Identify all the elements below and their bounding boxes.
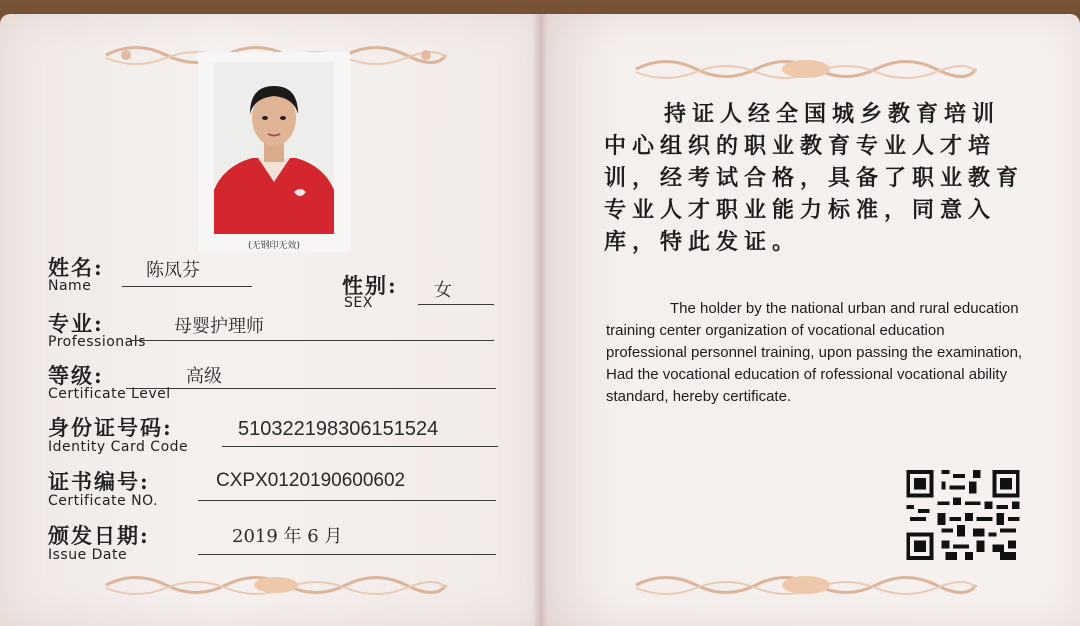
- issue-date-value: 2019 年 6 月: [232, 526, 343, 547]
- name-label-en: Name: [48, 278, 92, 294]
- id-code-label: 身份证号码:: [48, 415, 173, 440]
- level-label: 等级:: [48, 363, 104, 388]
- id-code-value: 510322198306151524: [238, 418, 439, 440]
- portrait-icon: [214, 62, 334, 234]
- level-value: 高级: [186, 366, 222, 387]
- sex-value: 女: [434, 280, 452, 301]
- qr-code-icon: [906, 470, 1020, 560]
- issue-date-label-en: Issue Date: [48, 547, 128, 563]
- professional-value: 母婴护理师: [174, 316, 264, 337]
- booklet-spine: [532, 14, 548, 626]
- level-underline: [126, 388, 496, 389]
- left-page: [0, 14, 540, 626]
- name-label: 姓名:: [48, 255, 104, 280]
- sex-label: 性别:: [342, 273, 398, 298]
- professional-label: 专业:: [48, 311, 104, 336]
- bottom-right-ornament-icon: [626, 570, 986, 600]
- top-right-ornament-icon: [626, 54, 986, 84]
- id-code-label-en: Identity Card Code: [48, 439, 189, 455]
- certificate-booklet: [0, 14, 1080, 626]
- level-label-en: Certificate Level: [48, 386, 171, 402]
- bottom-left-ornament-icon: [96, 570, 456, 600]
- issue-date-label: 颁发日期:: [48, 523, 150, 548]
- cert-no-label: 证书编号:: [48, 469, 150, 494]
- name-underline: [122, 286, 252, 287]
- cert-no-value: CXPX0120190600602: [216, 470, 406, 491]
- id-code-underline: [222, 446, 498, 447]
- sex-underline: [418, 304, 494, 305]
- sex-label-en: SEX: [344, 295, 373, 311]
- certification-text-en: The holder by the national urban and rural education training center organization of vocational education professional personnel training, upon passing the examination, Had the vocational education of rofessional vocational ability standard, hereby certificate.: [606, 300, 1023, 405]
- cert-no-label-en: Certificate NO.: [48, 493, 159, 509]
- photo-validity-note: (无钢印无效): [247, 241, 301, 251]
- issue-date-underline: [198, 554, 496, 555]
- holder-photo: [214, 62, 334, 234]
- professional-label-en: Professionals: [48, 334, 146, 350]
- cert-no-underline: [198, 500, 496, 501]
- name-value: 陈凤芬: [146, 260, 200, 281]
- professional-underline: [130, 340, 494, 341]
- certification-text-zh: 持证人经全国城乡教育培训中心组织的职业教育专业人才培训，经考试合格，具备了职业教育专业人才职业能力标准，同意入库，特此发证。: [604, 101, 1025, 255]
- photo-frame: [198, 52, 350, 252]
